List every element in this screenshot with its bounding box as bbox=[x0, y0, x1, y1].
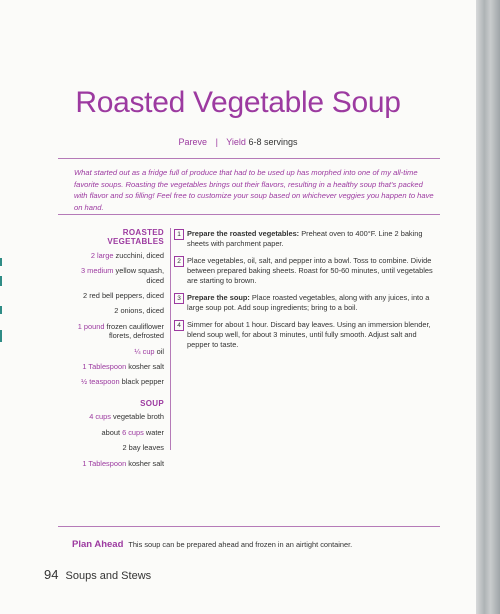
plan-divider bbox=[58, 526, 440, 527]
ingredient-item bbox=[64, 251, 164, 260]
plan-ahead-text: This soup can be prepared ahead and frozen in an airtight container. bbox=[128, 540, 353, 549]
intro-text: What started out as a fridge full of produce that had to be used up has morphed into one of my all-time favorite soups. Roasting the vegetables brings out their flavors, resulting in a healthy soup that's packed with flavor and so filling! Feel free to customize your soup based on whichever veggies you happen to have on hand. bbox=[74, 168, 434, 212]
ingredient-item bbox=[64, 412, 164, 421]
ingredient-amount: ½ teaspoon bbox=[80, 377, 120, 387]
plan-ahead-note bbox=[72, 539, 442, 550]
instruction-step bbox=[174, 229, 436, 249]
spine-mark bbox=[0, 276, 2, 286]
book-page-edge bbox=[476, 0, 500, 614]
instruction-step bbox=[174, 256, 436, 286]
recipe-meta bbox=[0, 137, 476, 147]
step-lead: Prepare the roasted vegetables: bbox=[187, 229, 300, 238]
step-text: Preheat oven to 400°F. Line 2 baking sheets with parchment paper. bbox=[187, 229, 423, 248]
step-text: Place vegetables, oil, salt, and pepper into a bowl. Toss to combine. Divide between prepared baking sheets. Roast for 50-60 minutes, until vegetables are starting to brown. bbox=[187, 256, 433, 285]
ingredient-item bbox=[64, 291, 164, 300]
spine-mark bbox=[0, 330, 2, 342]
ingredient-item bbox=[64, 362, 164, 371]
step-lead: Prepare the soup: bbox=[187, 293, 250, 302]
ingredient-item bbox=[64, 306, 164, 315]
ingredient-text: black pepper bbox=[119, 377, 164, 387]
page-number: 94 bbox=[44, 567, 59, 582]
ingredient-prefix: about bbox=[101, 427, 123, 437]
yield-label: Yield bbox=[226, 137, 246, 147]
ingredient-text: water bbox=[143, 427, 164, 437]
ingredient-amount: 6 cups bbox=[122, 427, 144, 437]
ingredient-amount: 4 cups bbox=[89, 412, 111, 422]
step-text: Simmer for about 1 hour. Discard bay leaves. Using an immersion blender, blend soup well, for about 3 minutes, until fully smooth. Adjust salt and pepper to taste. bbox=[187, 320, 431, 349]
ingredient-text: zucchini, diced bbox=[113, 250, 164, 260]
ingredient-item bbox=[64, 347, 164, 356]
ingredient-amount: 1 pound bbox=[77, 321, 105, 331]
spine-mark bbox=[0, 258, 2, 266]
step-text: Place roasted vegetables, along with any juices, into a large soup pot. Add soup ingredients; bring to a boil. bbox=[187, 293, 430, 312]
ingredient-text: yellow squash, diced bbox=[113, 266, 164, 285]
ingredient-text: vegetable broth bbox=[110, 412, 164, 422]
ingredient-amount: ¼ cup bbox=[134, 346, 155, 356]
intro-divider bbox=[58, 214, 440, 215]
instruction-steps bbox=[174, 229, 436, 357]
ingredient-item bbox=[64, 377, 164, 386]
column-divider bbox=[170, 228, 171, 450]
ingredient-text: frozen cauliflower florets, defrosted bbox=[104, 321, 164, 341]
ingredient-amount: 1 Tablespoon bbox=[82, 362, 127, 372]
section-name: Soups and Stews bbox=[65, 570, 152, 582]
ingredient-text: 2 onions, diced bbox=[114, 306, 164, 316]
ingredient-item bbox=[64, 459, 164, 468]
ingredient-item bbox=[64, 428, 164, 437]
ingredient-item bbox=[64, 443, 164, 452]
ingredient-amount: 2 large bbox=[90, 250, 114, 260]
yield-value: 6-8 servings bbox=[248, 137, 298, 147]
ingredient-text: 2 bay leaves bbox=[122, 443, 164, 453]
instruction-step bbox=[174, 293, 436, 313]
category-label: Pareve bbox=[178, 137, 208, 147]
recipe-title: Roasted Vegetable Soup bbox=[75, 86, 401, 119]
page-footer bbox=[44, 567, 151, 582]
ingredient-text: kosher salt bbox=[126, 458, 164, 468]
ingredient-item bbox=[64, 322, 164, 341]
ingredient-text: oil bbox=[154, 346, 164, 356]
ingredient-text: kosher salt bbox=[126, 362, 164, 372]
top-divider bbox=[58, 158, 440, 159]
ingredient-list bbox=[64, 228, 164, 474]
ingredient-section-heading: ROASTED VEGETABLES bbox=[107, 228, 164, 247]
ingredient-text: 2 red bell peppers, diced bbox=[83, 291, 164, 301]
ingredient-amount: 3 medium bbox=[81, 266, 114, 276]
instruction-step bbox=[174, 320, 436, 350]
spine-mark bbox=[0, 306, 2, 314]
step-number: 4 bbox=[174, 320, 184, 331]
ingredient-item bbox=[64, 266, 164, 285]
step-number: 1 bbox=[174, 229, 184, 240]
ingredient-amount: 1 Tablespoon bbox=[82, 458, 127, 468]
plan-ahead-title: Plan Ahead bbox=[72, 539, 124, 550]
step-number: 2 bbox=[174, 256, 184, 267]
meta-separator: | bbox=[215, 137, 218, 147]
ingredient-section-heading: SOUP bbox=[140, 398, 164, 408]
step-number: 3 bbox=[174, 293, 184, 304]
